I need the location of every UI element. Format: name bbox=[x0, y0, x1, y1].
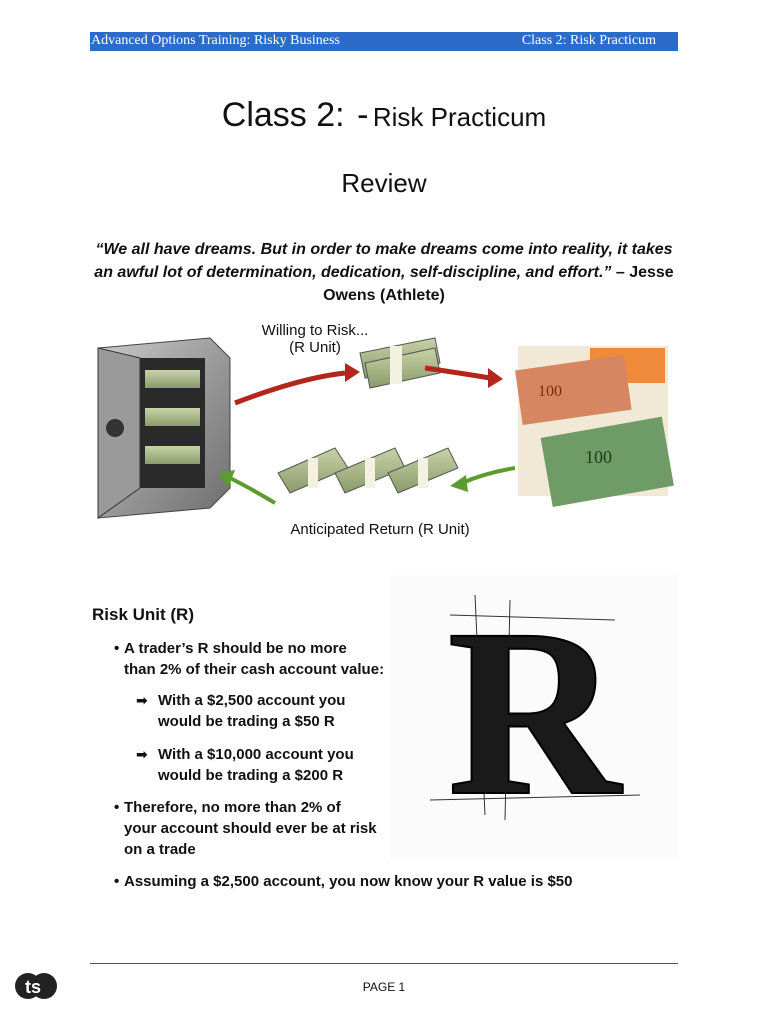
svg-text:ts: ts bbox=[25, 977, 42, 997]
page-subtitle: Review bbox=[341, 168, 427, 198]
bullet-therefore: • Therefore, no more than 2% of your account should ever be at risk on a trade bbox=[114, 799, 377, 858]
willing-to-risk-label: Willing to Risk... (R Unit) bbox=[261, 322, 369, 356]
money-stacks-return-icon bbox=[278, 448, 458, 493]
page-number: PAGE 1 bbox=[362, 980, 406, 994]
header-left-title: Advanced Options Training: Risky Business bbox=[91, 33, 340, 48]
risk-unit-heading: Risk Unit (R) bbox=[92, 605, 194, 624]
title-dash: - bbox=[357, 96, 369, 134]
quote-block bbox=[90, 238, 678, 307]
title-topic: Risk Practicum bbox=[372, 102, 547, 132]
sub-bullet-2500: ➡ With a $2,500 account you would be trading a $50 R bbox=[136, 692, 346, 730]
letter-r-illustration bbox=[390, 575, 678, 860]
header-right-title: Class 2: Risk Practicum bbox=[521, 33, 656, 48]
risk-return-diagram bbox=[90, 318, 678, 548]
footer-divider bbox=[90, 963, 678, 964]
quote-text: “We all have dreams. But in order to make dreams come into reality, it takes an awful lot of determination, dedication, self-discipline, and effort.” bbox=[94, 241, 673, 281]
bullet-assuming: • Assuming a $2,500 account, you now know your R value is $50 bbox=[114, 873, 573, 890]
bill-denomination-bottom: 100 bbox=[585, 447, 612, 467]
letter-r-glyph: R bbox=[447, 579, 621, 845]
bill-denomination-top: 100 bbox=[538, 383, 562, 400]
arrow-right-icon: ➡ bbox=[136, 692, 148, 708]
sub-bullet-10000: ➡ With a $10,000 account you would be trading a $200 R bbox=[136, 746, 354, 784]
page-header bbox=[90, 32, 678, 51]
anticipated-return-label: Anticipated Return (R Unit) bbox=[290, 521, 470, 538]
ts-logo-icon bbox=[14, 968, 62, 1009]
stock-certificates-icon bbox=[515, 346, 674, 507]
page-title bbox=[0, 96, 768, 135]
arrow-right-icon: ➡ bbox=[136, 746, 148, 762]
bullet-two-percent: • A trader’s R should be no more than 2% of their cash account value: bbox=[114, 640, 385, 678]
quote-attribution: – Jesse Owens (Athlete) bbox=[323, 264, 674, 304]
safe-icon bbox=[98, 338, 230, 518]
title-class: Class 2: bbox=[221, 96, 345, 134]
